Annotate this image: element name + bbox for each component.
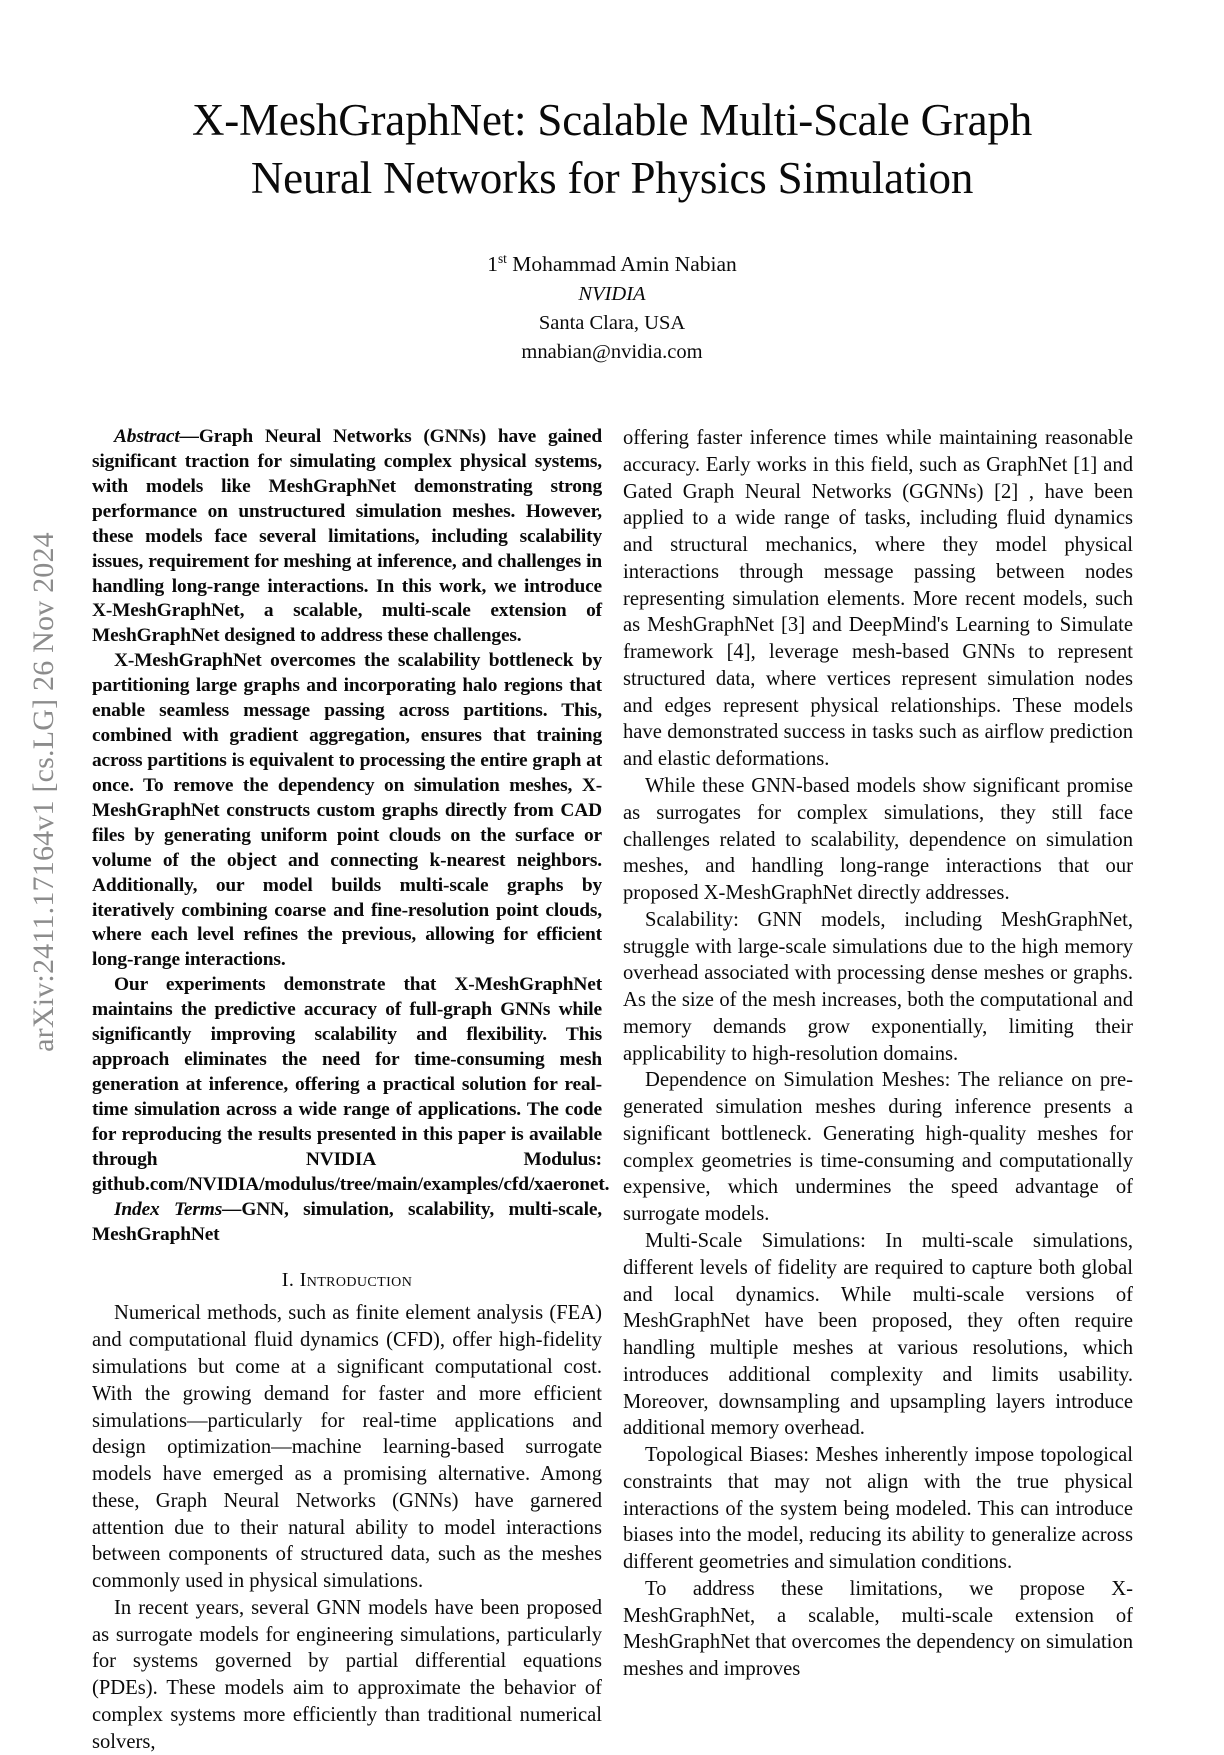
abstract-paragraph-1-text: Graph Neural Networks (GNNs) have gained significant traction for simulating complex physical systems, with models like MeshGraphNet demonstrating strong performance on unstructured simulation meshes. However, these models face several limitations, including scalability issues, requirement for meshing at inference, and challenges in handling long-range interactions. In this work, we introduce X-MeshGraphNet, a scalable, multi-scale extension of MeshGraphNet designed to address these challenges. <box>92 426 602 647</box>
right-paragraph-4: Dependence on Simulation Meshes: The reliance on pre-generated simulation meshes during inference presents a significant bottleneck. Generating high-quality meshes for complex geometries is time-consuming and computationally expensive, which undermines the speed advantage of surrogate models. <box>623 1069 1133 1226</box>
author-location: Santa Clara, USA <box>538 311 686 334</box>
index-terms-paragraph <box>92 1198 602 1248</box>
right-paragraph-7: To address these limitations, we propose X-MeshGraphNet, a scalable, multi-scale extension of MeshGraphNet that overcomes the dependency on simulation meshes and improves <box>623 1577 1133 1681</box>
page-title: X-MeshGraphNet: Scalable Multi-Scale Graph Neural Networks for Physics Simulation <box>191 95 1033 203</box>
right-paragraph-5: Multi-Scale Simulations: In multi-scale simulations, different levels of fidelity are required to capture both global and local dynamics. While multi-scale versions of MeshGraphNet have been proposed, they often require handling multiple meshes at various resolutions, which introduces additional complexity and limits usability. Moreover, downsampling and upsampling layers introduce additional memory overhead. <box>623 1230 1133 1440</box>
author-affiliation: NVIDIA <box>578 282 646 305</box>
abstract-label: Abstract <box>114 426 180 448</box>
abstract-dash: — <box>179 426 199 448</box>
abstract-paragraph-1 <box>92 425 602 649</box>
author-block <box>92 249 1132 367</box>
author-order-marker: 1 <box>487 252 498 277</box>
right-paragraph-3: Scalability: GNN models, including MeshGraphNet, struggle with large-scale simulations due to the high memory overhead associated with processing dense meshes or graphs. As the size of the mesh increases, both the computational and memory demands grow exponentially, limiting their applicability to high-resolution domains. <box>623 908 1133 1065</box>
index-terms-label: Index Terms <box>114 1198 223 1220</box>
author-name <box>92 249 1132 280</box>
right-paragraph-6: Topological Biases: Meshes inherently impose topological constraints that may not align with the true physical interactions of the system being modeled. This can introduce biases into the model, reducing its ability to generalize across different geometries and simulation conditions. <box>623 1444 1133 1574</box>
body-columns <box>92 425 1132 1755</box>
right-paragraph-1: offering faster inference times while maintaining reasonable accuracy. Early works in this field, such as GraphNet [1] and Gated Graph Neural Networks (GGNNs) [2] , have been applied to a wide range of tasks, including fluid dynamics and structural mechanics, where they model physical interactions through message passing between nodes representing simulation elements. More recent models, such as MeshGraphNet [3] and DeepMind's Learning to Simulate framework [4], leverage mesh-based GNNs to represent structured data, where vertices represent simulation nodes and edges represent physical relationships. These models have demonstrated success in tasks such as airflow prediction and elastic deformations. <box>623 427 1133 771</box>
right-column <box>623 425 1133 1755</box>
arxiv-stamp-text: arXiv:2411.17164v1 [cs.LG] 26 Nov 2024 <box>27 532 60 1052</box>
author-full-name: Mohammad Amin Nabian <box>512 252 737 277</box>
author-email: mnabian@nvidia.com <box>521 340 703 363</box>
index-terms-text: GNN, simulation, scalability, multi-scale, MeshGraphNet <box>92 1198 602 1245</box>
abstract-paragraph-2: X-MeshGraphNet overcomes the scalability bottleneck by partitioning large graphs and incorporating halo regions that enable seamless message passing across partitions. This, combined with gradient aggregation, ensures that training across partitions is equivalent to processing the entire graph at once. To remove the dependency on simulation meshes, X-MeshGraphNet constructs custom graphs directly from CAD files by generating uniform point clouds on the surface or volume of the object and connecting k-nearest neighbors. Additionally, our model builds multi-scale graphs by iteratively combining coarse and fine-resolution point clouds, where each level refines the previous, allowing for efficient long-range interactions. <box>92 650 602 971</box>
title-block <box>92 0 1132 367</box>
intro-paragraph-1: Numerical methods, such as finite element analysis (FEA) and computational fluid dynamics (CFD), offer high-fidelity simulations but come at a significant computational cost. With the growing demand for faster and more efficient simulations—particularly for real-time applications and design optimization—machine learning-based surrogate models have emerged as a promising alternative. Among these, Graph Neural Networks (GNNs) have garnered attention due to their natural ability to model interactions between components of structured data, such as the meshes commonly used in physical simulations. <box>92 1302 602 1593</box>
introduction-body <box>92 1300 602 1755</box>
section-heading-introduction: I. Introduction <box>281 1269 413 1292</box>
intro-paragraph-2: In recent years, several GNN models have been proposed as surrogate models for engineering simulations, particularly for systems governed by partial differential equations (PDEs). These models aim to approximate the behavior of complex systems more efficiently than traditional numerical solvers, <box>92 1596 602 1753</box>
left-column <box>92 425 610 1755</box>
abstract-section <box>92 425 610 1247</box>
author-order-superscript: st <box>497 251 507 267</box>
right-paragraph-2: While these GNN-based models show significant promise as surrogates for complex simulations, they still face challenges related to scalability, dependence on simulation meshes, and handling long-range interactions that our proposed X-MeshGraphNet directly addresses. <box>623 774 1133 905</box>
abstract-paragraph-3: Our experiments demonstrate that X-MeshGraphNet maintains the predictive accuracy of full-graph GNNs while significantly improving scalability and flexibility. This approach eliminates the need for time-consuming mesh generation at inference, offering a practical solution for real-time simulation across a wide range of applications. The code for reproducing the results presented in this paper is available through NVIDIA Modulus: github.com/NVIDIA/modulus/tree/main/examples/cfd/xaeronet. <box>92 974 610 1195</box>
index-terms-dash: — <box>222 1198 242 1220</box>
